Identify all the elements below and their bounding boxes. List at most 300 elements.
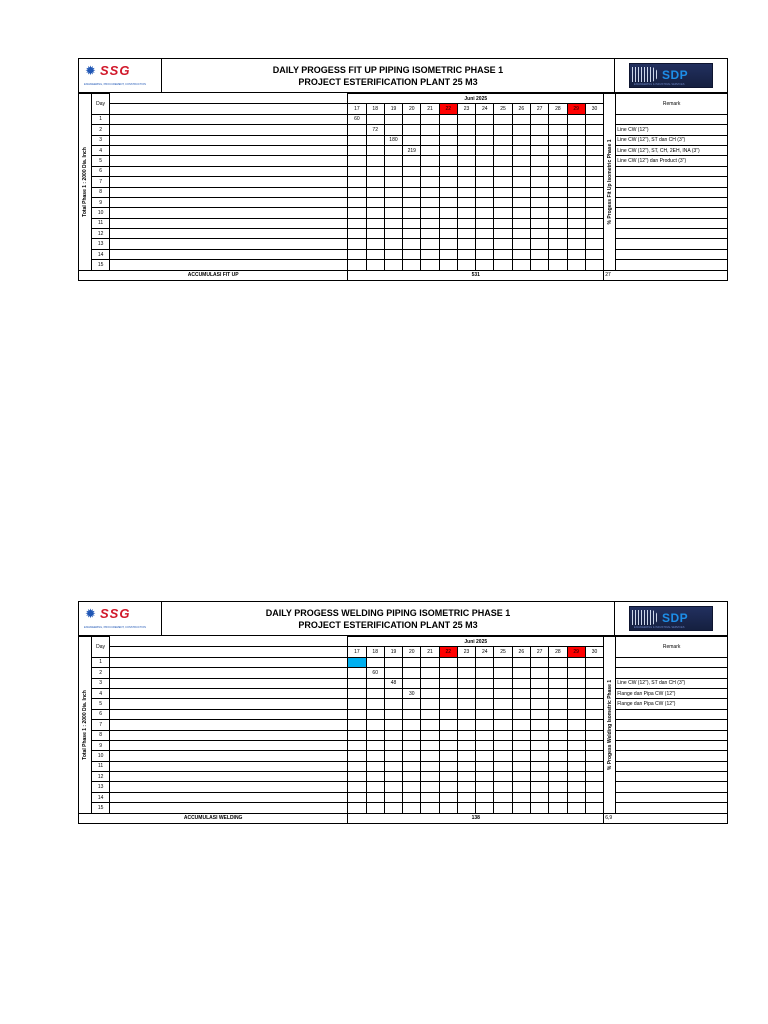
day-value-cell[interactable] xyxy=(567,792,585,802)
day-value-cell[interactable] xyxy=(457,229,475,239)
row-description[interactable] xyxy=(110,187,348,197)
day-value-cell[interactable] xyxy=(457,761,475,771)
day-value-cell[interactable] xyxy=(384,249,402,259)
day-value-cell[interactable] xyxy=(567,720,585,730)
day-value-cell[interactable] xyxy=(585,156,603,166)
day-value-cell[interactable] xyxy=(366,730,384,740)
day-value-cell[interactable] xyxy=(403,197,421,207)
day-value-cell[interactable] xyxy=(439,803,457,813)
day-value-cell[interactable] xyxy=(585,751,603,761)
day-value-cell[interactable] xyxy=(567,125,585,135)
row-description[interactable] xyxy=(110,208,348,218)
day-value-cell[interactable] xyxy=(439,125,457,135)
day-value-cell[interactable] xyxy=(457,260,475,270)
row-description[interactable] xyxy=(110,166,348,176)
day-value-cell[interactable] xyxy=(348,135,366,145)
day-value-cell[interactable] xyxy=(439,772,457,782)
day-value-cell[interactable] xyxy=(494,229,512,239)
day-value-cell[interactable] xyxy=(530,751,548,761)
day-value-cell[interactable] xyxy=(421,156,439,166)
remark-cell[interactable] xyxy=(616,208,728,218)
day-value-cell[interactable] xyxy=(476,229,494,239)
row-description[interactable] xyxy=(110,260,348,270)
day-value-cell[interactable] xyxy=(567,688,585,698)
day-value-cell[interactable] xyxy=(512,782,530,792)
day-value-cell[interactable] xyxy=(457,688,475,698)
day-value-cell[interactable] xyxy=(476,772,494,782)
day-value-cell[interactable] xyxy=(384,668,402,678)
day-value-cell[interactable] xyxy=(494,260,512,270)
remark-cell[interactable] xyxy=(616,229,728,239)
day-value-cell[interactable] xyxy=(530,239,548,249)
day-value-cell[interactable] xyxy=(457,740,475,750)
day-value-cell[interactable] xyxy=(585,740,603,750)
day-value-cell[interactable] xyxy=(366,792,384,802)
day-value-cell[interactable] xyxy=(530,218,548,228)
day-value-cell[interactable] xyxy=(512,197,530,207)
day-value-cell[interactable] xyxy=(494,782,512,792)
day-value-cell[interactable] xyxy=(421,803,439,813)
day-value-cell[interactable] xyxy=(585,730,603,740)
day-value-cell[interactable] xyxy=(366,208,384,218)
day-value-cell[interactable] xyxy=(567,657,585,667)
row-description[interactable] xyxy=(110,218,348,228)
day-value-cell[interactable] xyxy=(530,678,548,688)
day-value-cell[interactable] xyxy=(530,803,548,813)
remark-cell[interactable]: Flange dan Pipa CW (12") xyxy=(616,688,728,698)
day-value-cell[interactable] xyxy=(549,699,567,709)
day-value-cell[interactable] xyxy=(530,699,548,709)
day-value-cell[interactable] xyxy=(530,166,548,176)
day-value-cell[interactable] xyxy=(348,145,366,155)
day-value-cell[interactable] xyxy=(476,114,494,124)
day-value-cell[interactable] xyxy=(494,239,512,249)
day-value-cell[interactable] xyxy=(366,114,384,124)
row-description[interactable] xyxy=(110,730,348,740)
remark-cell[interactable] xyxy=(616,782,728,792)
day-value-cell[interactable] xyxy=(403,792,421,802)
day-value-cell[interactable] xyxy=(494,249,512,259)
day-value-cell[interactable] xyxy=(366,239,384,249)
row-description[interactable] xyxy=(110,135,348,145)
day-value-cell[interactable] xyxy=(476,260,494,270)
day-value-cell[interactable] xyxy=(476,668,494,678)
remark-cell[interactable] xyxy=(616,197,728,207)
row-description[interactable] xyxy=(110,229,348,239)
day-value-cell[interactable] xyxy=(439,668,457,678)
day-value-cell[interactable] xyxy=(512,166,530,176)
day-value-cell[interactable] xyxy=(476,145,494,155)
day-value-cell[interactable] xyxy=(439,678,457,688)
day-value-cell[interactable] xyxy=(494,730,512,740)
day-value-cell[interactable] xyxy=(549,782,567,792)
day-value-cell[interactable] xyxy=(384,208,402,218)
day-value-cell[interactable] xyxy=(457,772,475,782)
day-value-cell[interactable] xyxy=(457,678,475,688)
day-value-cell[interactable] xyxy=(549,177,567,187)
day-value-cell[interactable] xyxy=(567,166,585,176)
day-value-cell[interactable] xyxy=(366,782,384,792)
day-value-cell[interactable] xyxy=(567,803,585,813)
remark-cell[interactable] xyxy=(616,114,728,124)
day-value-cell[interactable] xyxy=(384,218,402,228)
day-value-cell[interactable] xyxy=(585,678,603,688)
row-description[interactable] xyxy=(110,688,348,698)
day-value-cell[interactable] xyxy=(494,751,512,761)
day-value-cell[interactable] xyxy=(549,208,567,218)
day-value-cell[interactable] xyxy=(585,208,603,218)
day-value-cell[interactable] xyxy=(476,156,494,166)
day-value-cell[interactable] xyxy=(457,156,475,166)
day-value-cell[interactable] xyxy=(567,751,585,761)
day-value-cell[interactable] xyxy=(348,187,366,197)
day-value-cell[interactable] xyxy=(457,657,475,667)
day-value-cell[interactable] xyxy=(512,125,530,135)
day-value-cell[interactable] xyxy=(476,187,494,197)
day-value-cell[interactable] xyxy=(530,668,548,678)
day-value-cell[interactable] xyxy=(567,740,585,750)
day-value-cell[interactable] xyxy=(457,668,475,678)
day-value-cell[interactable] xyxy=(439,782,457,792)
day-value-cell[interactable] xyxy=(366,803,384,813)
day-value-cell[interactable] xyxy=(348,177,366,187)
day-value-cell[interactable] xyxy=(403,239,421,249)
day-value-cell[interactable] xyxy=(421,177,439,187)
remark-cell[interactable] xyxy=(616,187,728,197)
day-value-cell[interactable] xyxy=(494,197,512,207)
day-value-cell[interactable] xyxy=(439,699,457,709)
day-value-cell[interactable] xyxy=(348,761,366,771)
day-value-cell[interactable] xyxy=(384,772,402,782)
day-value-cell[interactable] xyxy=(439,720,457,730)
day-value-cell[interactable] xyxy=(585,803,603,813)
day-value-cell[interactable] xyxy=(549,730,567,740)
day-value-cell[interactable] xyxy=(476,239,494,249)
remark-cell[interactable] xyxy=(616,751,728,761)
day-value-cell[interactable] xyxy=(494,657,512,667)
day-value-cell[interactable] xyxy=(476,177,494,187)
day-value-cell[interactable] xyxy=(457,135,475,145)
row-description[interactable] xyxy=(110,145,348,155)
remark-cell[interactable] xyxy=(616,668,728,678)
day-value-cell[interactable] xyxy=(567,114,585,124)
remark-cell[interactable] xyxy=(616,772,728,782)
day-value-cell[interactable] xyxy=(585,761,603,771)
row-description[interactable] xyxy=(110,751,348,761)
day-value-cell[interactable] xyxy=(384,166,402,176)
day-value-cell[interactable] xyxy=(567,761,585,771)
day-value-cell[interactable] xyxy=(421,720,439,730)
day-value-cell[interactable] xyxy=(549,187,567,197)
day-value-cell[interactable] xyxy=(530,709,548,719)
day-value-cell[interactable] xyxy=(530,114,548,124)
remark-cell[interactable] xyxy=(616,730,728,740)
day-value-cell[interactable]: 60 xyxy=(366,668,384,678)
day-value-cell[interactable] xyxy=(530,156,548,166)
remark-cell[interactable] xyxy=(616,249,728,259)
day-value-cell[interactable] xyxy=(585,720,603,730)
day-value-cell[interactable] xyxy=(567,218,585,228)
day-value-cell[interactable] xyxy=(512,260,530,270)
day-value-cell[interactable] xyxy=(384,761,402,771)
day-value-cell[interactable] xyxy=(348,208,366,218)
day-value-cell[interactable] xyxy=(366,740,384,750)
day-value-cell[interactable] xyxy=(512,218,530,228)
day-value-cell[interactable] xyxy=(512,761,530,771)
day-value-cell[interactable] xyxy=(457,709,475,719)
day-value-cell[interactable] xyxy=(384,260,402,270)
day-value-cell[interactable] xyxy=(549,156,567,166)
day-value-cell[interactable] xyxy=(567,145,585,155)
day-value-cell[interactable] xyxy=(403,135,421,145)
day-value-cell[interactable] xyxy=(530,145,548,155)
remark-cell[interactable] xyxy=(616,260,728,270)
day-value-cell[interactable] xyxy=(348,720,366,730)
day-value-cell[interactable] xyxy=(494,792,512,802)
day-value-cell[interactable] xyxy=(348,688,366,698)
day-value-cell[interactable] xyxy=(549,678,567,688)
day-value-cell[interactable] xyxy=(457,197,475,207)
day-value-cell[interactable] xyxy=(384,197,402,207)
row-description[interactable] xyxy=(110,782,348,792)
day-value-cell[interactable] xyxy=(530,135,548,145)
day-value-cell[interactable] xyxy=(567,187,585,197)
day-value-cell[interactable] xyxy=(421,678,439,688)
day-value-cell[interactable] xyxy=(384,720,402,730)
day-value-cell[interactable] xyxy=(530,792,548,802)
day-value-cell[interactable] xyxy=(476,782,494,792)
row-description[interactable] xyxy=(110,772,348,782)
day-value-cell[interactable] xyxy=(567,229,585,239)
day-value-cell[interactable] xyxy=(348,772,366,782)
day-value-cell[interactable] xyxy=(348,125,366,135)
day-value-cell[interactable] xyxy=(366,156,384,166)
day-value-cell[interactable] xyxy=(421,699,439,709)
day-value-cell[interactable] xyxy=(348,197,366,207)
day-value-cell[interactable] xyxy=(403,803,421,813)
day-value-cell[interactable] xyxy=(457,208,475,218)
day-value-cell[interactable] xyxy=(476,720,494,730)
day-value-cell[interactable] xyxy=(585,125,603,135)
day-value-cell[interactable] xyxy=(403,740,421,750)
day-value-cell[interactable] xyxy=(549,772,567,782)
day-value-cell[interactable] xyxy=(421,208,439,218)
day-value-cell[interactable] xyxy=(421,135,439,145)
day-value-cell[interactable] xyxy=(421,114,439,124)
day-value-cell[interactable] xyxy=(512,145,530,155)
day-value-cell[interactable] xyxy=(403,730,421,740)
day-value-cell[interactable] xyxy=(476,688,494,698)
day-value-cell[interactable] xyxy=(403,249,421,259)
day-value-cell[interactable] xyxy=(348,657,366,667)
day-value-cell[interactable] xyxy=(549,114,567,124)
day-value-cell[interactable] xyxy=(476,730,494,740)
day-value-cell[interactable] xyxy=(348,709,366,719)
day-value-cell[interactable] xyxy=(348,260,366,270)
day-value-cell[interactable] xyxy=(384,803,402,813)
day-value-cell[interactable] xyxy=(494,135,512,145)
row-description[interactable] xyxy=(110,792,348,802)
day-value-cell[interactable] xyxy=(421,761,439,771)
day-value-cell[interactable] xyxy=(366,177,384,187)
day-value-cell[interactable] xyxy=(439,177,457,187)
day-value-cell[interactable] xyxy=(439,197,457,207)
day-value-cell[interactable] xyxy=(457,177,475,187)
day-value-cell[interactable] xyxy=(439,740,457,750)
row-description[interactable] xyxy=(110,177,348,187)
row-description[interactable] xyxy=(110,720,348,730)
remark-cell[interactable]: Line CW (12") dan Product (3") xyxy=(616,156,728,166)
day-value-cell[interactable] xyxy=(476,699,494,709)
day-value-cell[interactable] xyxy=(530,657,548,667)
day-value-cell[interactable] xyxy=(421,229,439,239)
day-value-cell[interactable] xyxy=(384,657,402,667)
day-value-cell[interactable] xyxy=(585,668,603,678)
day-value-cell[interactable]: 72 xyxy=(366,125,384,135)
day-value-cell[interactable] xyxy=(549,751,567,761)
row-description[interactable] xyxy=(110,740,348,750)
row-description[interactable] xyxy=(110,249,348,259)
day-value-cell[interactable] xyxy=(457,699,475,709)
day-value-cell[interactable] xyxy=(403,772,421,782)
day-value-cell[interactable] xyxy=(366,699,384,709)
day-value-cell[interactable] xyxy=(494,218,512,228)
day-value-cell[interactable] xyxy=(512,803,530,813)
remark-cell[interactable]: Flange dan Pipa CW (12") xyxy=(616,699,728,709)
day-value-cell[interactable] xyxy=(567,156,585,166)
day-value-cell[interactable] xyxy=(512,156,530,166)
day-value-cell[interactable] xyxy=(457,218,475,228)
day-value-cell[interactable] xyxy=(403,218,421,228)
day-value-cell[interactable] xyxy=(585,114,603,124)
day-value-cell[interactable] xyxy=(457,792,475,802)
day-value-cell[interactable] xyxy=(585,239,603,249)
day-value-cell[interactable] xyxy=(457,720,475,730)
day-value-cell[interactable] xyxy=(476,678,494,688)
day-value-cell[interactable] xyxy=(512,678,530,688)
day-value-cell[interactable] xyxy=(530,208,548,218)
day-value-cell[interactable] xyxy=(494,187,512,197)
day-value-cell[interactable] xyxy=(366,657,384,667)
day-value-cell[interactable] xyxy=(403,177,421,187)
day-value-cell[interactable] xyxy=(384,782,402,792)
day-value-cell[interactable] xyxy=(384,792,402,802)
day-value-cell[interactable] xyxy=(348,782,366,792)
day-value-cell[interactable] xyxy=(403,782,421,792)
day-value-cell[interactable] xyxy=(530,125,548,135)
day-value-cell[interactable] xyxy=(549,229,567,239)
day-value-cell[interactable] xyxy=(585,782,603,792)
day-value-cell[interactable] xyxy=(421,782,439,792)
day-value-cell[interactable] xyxy=(403,668,421,678)
day-value-cell[interactable] xyxy=(494,177,512,187)
remark-cell[interactable]: Line CW (12"), ST dan CH (3") xyxy=(616,678,728,688)
day-value-cell[interactable] xyxy=(476,208,494,218)
day-value-cell[interactable] xyxy=(585,197,603,207)
day-value-cell[interactable] xyxy=(494,166,512,176)
day-value-cell[interactable] xyxy=(567,239,585,249)
day-value-cell[interactable] xyxy=(348,678,366,688)
day-value-cell[interactable] xyxy=(585,177,603,187)
day-value-cell[interactable] xyxy=(457,751,475,761)
day-value-cell[interactable] xyxy=(512,239,530,249)
day-value-cell[interactable] xyxy=(549,803,567,813)
day-value-cell[interactable] xyxy=(512,187,530,197)
day-value-cell[interactable] xyxy=(549,668,567,678)
day-value-cell[interactable] xyxy=(512,772,530,782)
day-value-cell[interactable] xyxy=(494,761,512,771)
day-value-cell[interactable] xyxy=(439,145,457,155)
day-value-cell[interactable] xyxy=(512,730,530,740)
remark-cell[interactable] xyxy=(616,166,728,176)
day-value-cell[interactable] xyxy=(421,751,439,761)
day-value-cell[interactable] xyxy=(421,772,439,782)
day-value-cell[interactable] xyxy=(476,740,494,750)
day-value-cell[interactable] xyxy=(512,657,530,667)
day-value-cell[interactable] xyxy=(439,792,457,802)
day-value-cell[interactable] xyxy=(403,699,421,709)
day-value-cell[interactable] xyxy=(530,187,548,197)
day-value-cell[interactable] xyxy=(567,678,585,688)
day-value-cell[interactable] xyxy=(567,709,585,719)
day-value-cell[interactable] xyxy=(549,239,567,249)
day-value-cell[interactable] xyxy=(494,678,512,688)
day-value-cell[interactable] xyxy=(439,751,457,761)
day-value-cell[interactable] xyxy=(585,135,603,145)
remark-cell[interactable] xyxy=(616,177,728,187)
day-value-cell[interactable] xyxy=(421,688,439,698)
day-value-cell[interactable] xyxy=(403,187,421,197)
day-value-cell[interactable] xyxy=(567,249,585,259)
day-value-cell[interactable] xyxy=(439,156,457,166)
day-value-cell[interactable] xyxy=(530,740,548,750)
day-value-cell[interactable] xyxy=(439,187,457,197)
day-value-cell[interactable] xyxy=(366,249,384,259)
day-value-cell[interactable] xyxy=(421,218,439,228)
day-value-cell[interactable] xyxy=(567,730,585,740)
day-value-cell[interactable] xyxy=(366,145,384,155)
day-value-cell[interactable] xyxy=(366,135,384,145)
day-value-cell[interactable] xyxy=(403,678,421,688)
day-value-cell[interactable] xyxy=(512,177,530,187)
day-value-cell[interactable] xyxy=(439,229,457,239)
day-value-cell[interactable] xyxy=(457,166,475,176)
row-description[interactable] xyxy=(110,125,348,135)
day-value-cell[interactable] xyxy=(494,709,512,719)
day-value-cell[interactable] xyxy=(457,125,475,135)
day-value-cell[interactable] xyxy=(421,730,439,740)
day-value-cell[interactable] xyxy=(348,730,366,740)
day-value-cell[interactable] xyxy=(403,761,421,771)
day-value-cell[interactable] xyxy=(439,260,457,270)
remark-cell[interactable] xyxy=(616,720,728,730)
day-value-cell[interactable] xyxy=(585,709,603,719)
day-value-cell[interactable] xyxy=(549,657,567,667)
day-value-cell[interactable] xyxy=(384,740,402,750)
day-value-cell[interactable] xyxy=(549,218,567,228)
day-value-cell[interactable] xyxy=(366,187,384,197)
day-value-cell[interactable] xyxy=(512,668,530,678)
day-value-cell[interactable] xyxy=(366,197,384,207)
day-value-cell[interactable] xyxy=(530,730,548,740)
day-value-cell[interactable] xyxy=(384,730,402,740)
day-value-cell[interactable] xyxy=(494,125,512,135)
remark-cell[interactable] xyxy=(616,657,728,667)
day-value-cell[interactable] xyxy=(457,239,475,249)
day-value-cell[interactable] xyxy=(494,668,512,678)
day-value-cell[interactable] xyxy=(585,688,603,698)
row-description[interactable] xyxy=(110,156,348,166)
